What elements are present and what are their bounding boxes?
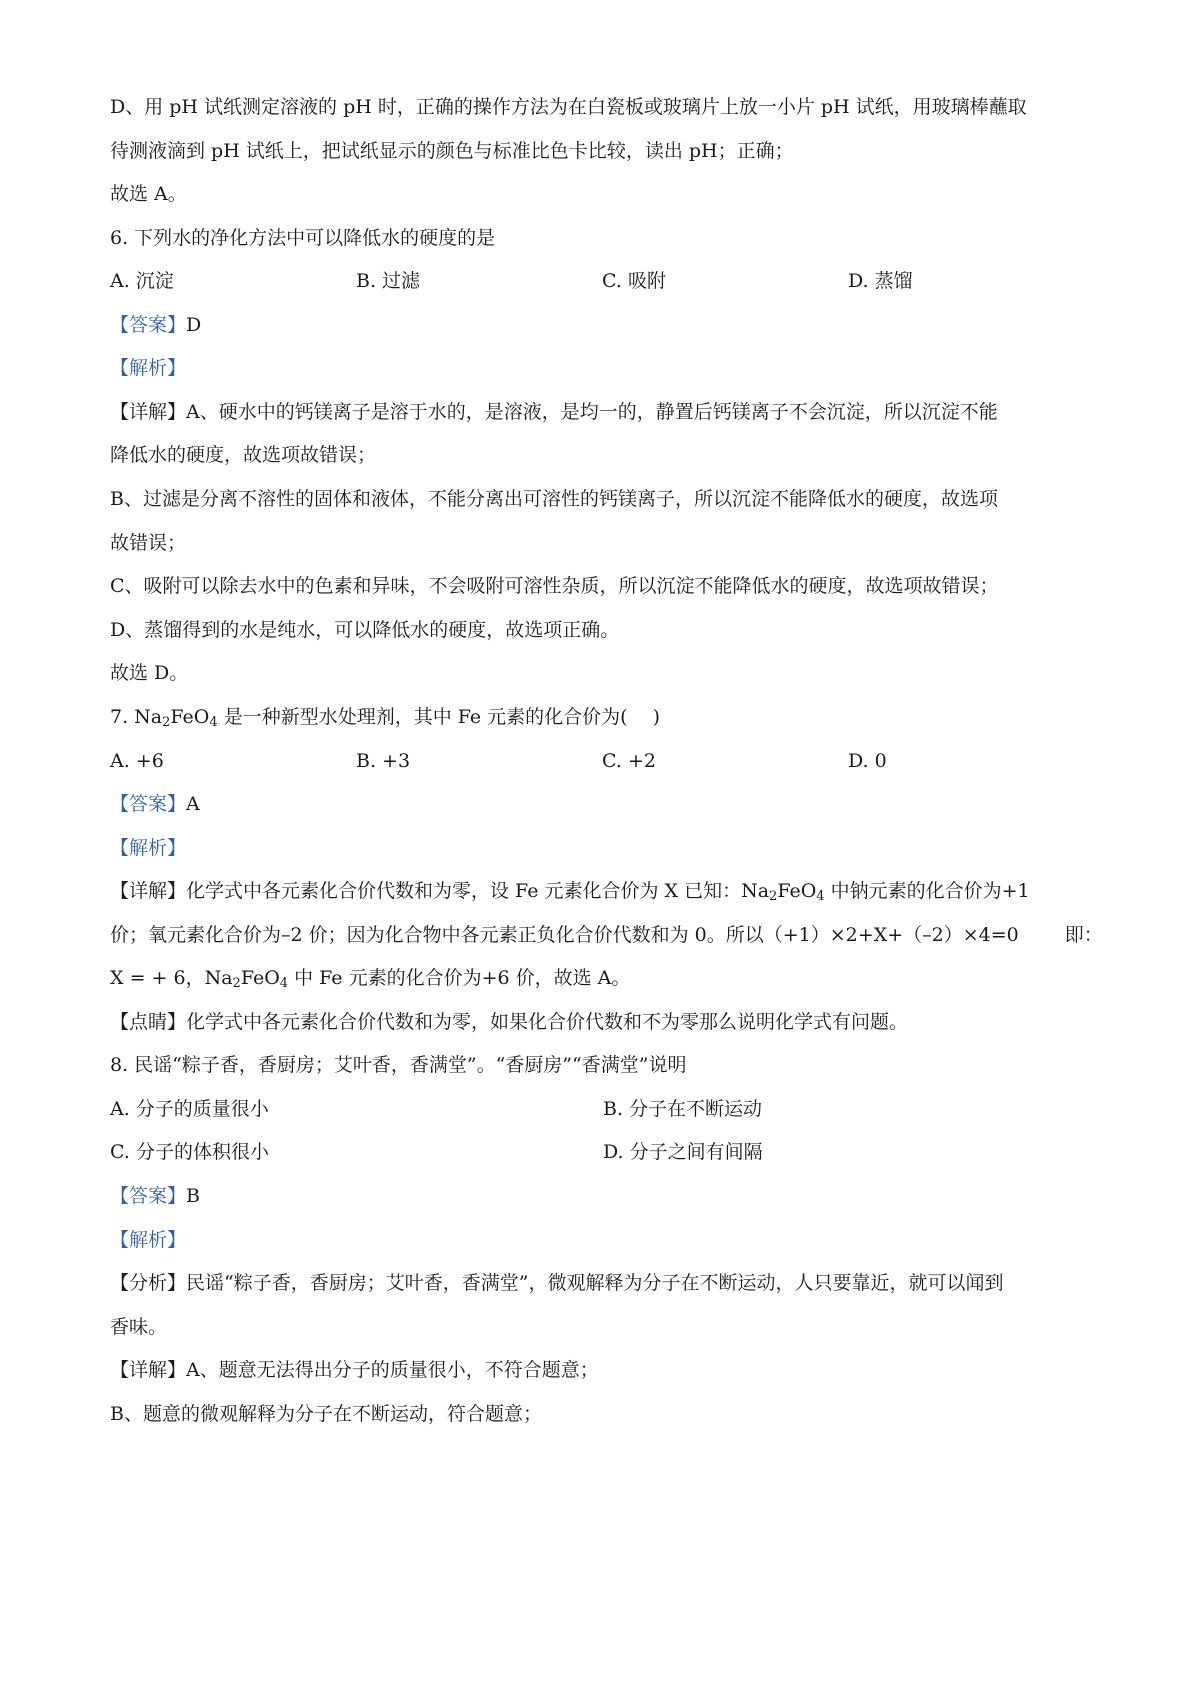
answer-tag: 【答案】 (110, 793, 187, 815)
q7-detail-line2 (110, 920, 1103, 950)
q8-analysis-line1 (110, 1268, 1100, 1298)
q7-option-a: A. +6 (110, 750, 164, 772)
q6-stem: 6. 下列水的净化方法中可以降低水的硬度的是 (110, 227, 496, 249)
q7-point (110, 1007, 1100, 1037)
analysis-text: 民谣“粽子香，香厨房；艾叶香，香满堂”，微观解释为分子在不断运动，人只要靠近，就可以闻到 (186, 1272, 1004, 1294)
q7-detail-line3 (110, 963, 1100, 993)
q6-conclusion: 故选 D。 (110, 662, 189, 684)
q7-answer (110, 789, 1100, 819)
q6-detail-d: D、蒸馏得到的水是纯水，可以降低水的硬度，故选项正确。 (110, 619, 620, 641)
q6-analysis-heading (110, 353, 1100, 383)
answer-value: B (186, 1185, 200, 1207)
analysis-sub-tag: 【分析】 (110, 1272, 187, 1294)
analysis-tag: 【解析】 (110, 1229, 187, 1251)
analysis-tag: 【解析】 (110, 357, 187, 379)
q5-explanation-d-line1: D、用 pH 试纸测定溶液的 pH 时，正确的操作方法为在白瓷板或玻璃片上放一小片 pH 试纸，用玻璃棒蘸取 (110, 96, 1027, 118)
q6-options (110, 266, 1100, 296)
q8-analysis-line2: 香味。 (110, 1316, 168, 1338)
q5-explanation-d-line2: 待测液滴到 pH 试纸上，把试纸显示的颜色与标准比色卡比较，读出 pH；正确； (110, 140, 794, 162)
subscript: 4 (279, 976, 289, 991)
subscript: 4 (209, 715, 218, 730)
subscript: 2 (769, 889, 778, 904)
answer-tag: 【答案】 (110, 1185, 187, 1207)
detail-text: 价；氧元素化合价为–2 价；因为化合物中各元素正负化合价代数和为 0。所以（+1）×2+X+（–2）×4=0 (110, 924, 1019, 946)
q6-option-d: D. 蒸馏 (848, 270, 913, 292)
q7-option-d: D. 0 (848, 750, 887, 772)
q7-detail-line1 (110, 876, 1100, 906)
q8-detail-a (110, 1355, 1100, 1385)
q6-detail-c: C、吸附可以除去水中的色素和异味，不会吸附可溶性杂质，所以沉淀不能降低水的硬度，故选项故错误； (110, 575, 999, 597)
q6-detail-a-line2: 降低水的硬度，故选项故错误； (110, 444, 377, 466)
q8-option-a: A. 分子的质量很小 (110, 1098, 269, 1120)
q6-detail-b-line1: B、过滤是分离不溶性的固体和液体，不能分离出可溶性的钙镁离子，所以沉淀不能降低水的硬度，故选项 (110, 488, 998, 510)
detail-tag: 【详解】 (110, 880, 187, 902)
detail-tag: 【详解】 (110, 1359, 187, 1381)
point-tag: 【点睛】 (110, 1011, 187, 1033)
detail-text: A、硬水中的钙镁离子是溶于水的，是溶液，是均一的，静置后钙镁离子不会沉淀，所以沉淀不能 (186, 401, 998, 423)
q6-answer (110, 310, 1100, 340)
q6-option-b: B. 过滤 (356, 270, 421, 292)
q8-option-b: B. 分子在不断运动 (603, 1098, 763, 1120)
detail-tag: 【详解】 (110, 401, 187, 423)
subscript: 2 (232, 976, 241, 991)
q8-detail-b: B、题意的微观解释为分子在不断运动，符合题意； (110, 1403, 542, 1425)
q8-option-d: D. 分子之间有间隔 (603, 1141, 763, 1163)
q7-stem (110, 702, 1100, 732)
q8-stem: 8. 民谣“粽子香，香厨房；艾叶香，香满堂”。“香厨房”“香满堂”说明 (110, 1054, 687, 1076)
stem-text: 7. Na (110, 706, 163, 728)
q6-option-a: A. 沉淀 (110, 270, 174, 292)
answer-value: A (186, 793, 200, 815)
detail-text: A、题意无法得出分子的质量很小，不符合题意； (186, 1359, 599, 1381)
q7-options (110, 746, 1100, 776)
q7-analysis-heading (110, 833, 1100, 863)
q6-detail-b-line2: 故错误； (110, 532, 187, 554)
q6-detail-a-line1 (110, 397, 1100, 427)
stem-text: 是一种新型水处理剂，其中 Fe 元素的化合价为( ) (217, 706, 661, 728)
analysis-tag: 【解析】 (110, 837, 187, 859)
q7-option-c: C. +2 (602, 750, 656, 772)
detail-text: 中 Fe 元素的化合价为+6 价，故选 A。 (288, 967, 631, 989)
q8-options-row1 (110, 1094, 1100, 1124)
q8-answer (110, 1181, 1100, 1211)
detail-text: X = + 6，Na (110, 967, 233, 989)
detail-text: FeO (777, 880, 817, 902)
answer-value: D (186, 314, 202, 336)
q8-analysis-heading (110, 1225, 1100, 1255)
detail-text: 化学式中各元素化合价代数和为零，设 Fe 元素化合价为 X 已知：Na (186, 880, 770, 902)
detail-text: 中钠元素的化合价为+1 (824, 880, 1030, 902)
answer-tag: 【答案】 (110, 314, 187, 336)
q7-option-b: B. +3 (356, 750, 411, 772)
q6-option-c: C. 吸附 (602, 270, 666, 292)
detail-text: FeO (240, 967, 280, 989)
subscript: 4 (816, 889, 825, 904)
subscript: 2 (162, 715, 171, 730)
stem-text: FeO (170, 706, 210, 728)
q8-option-c: C. 分子的体积很小 (110, 1141, 269, 1163)
q5-conclusion: 故选 A。 (110, 183, 187, 205)
point-text: 化学式中各元素化合价代数和为零，如果化合价代数和不为零那么说明化学式有问题。 (186, 1011, 909, 1033)
q8-options-row2 (110, 1137, 1100, 1167)
detail-text: 即： (1064, 924, 1103, 946)
